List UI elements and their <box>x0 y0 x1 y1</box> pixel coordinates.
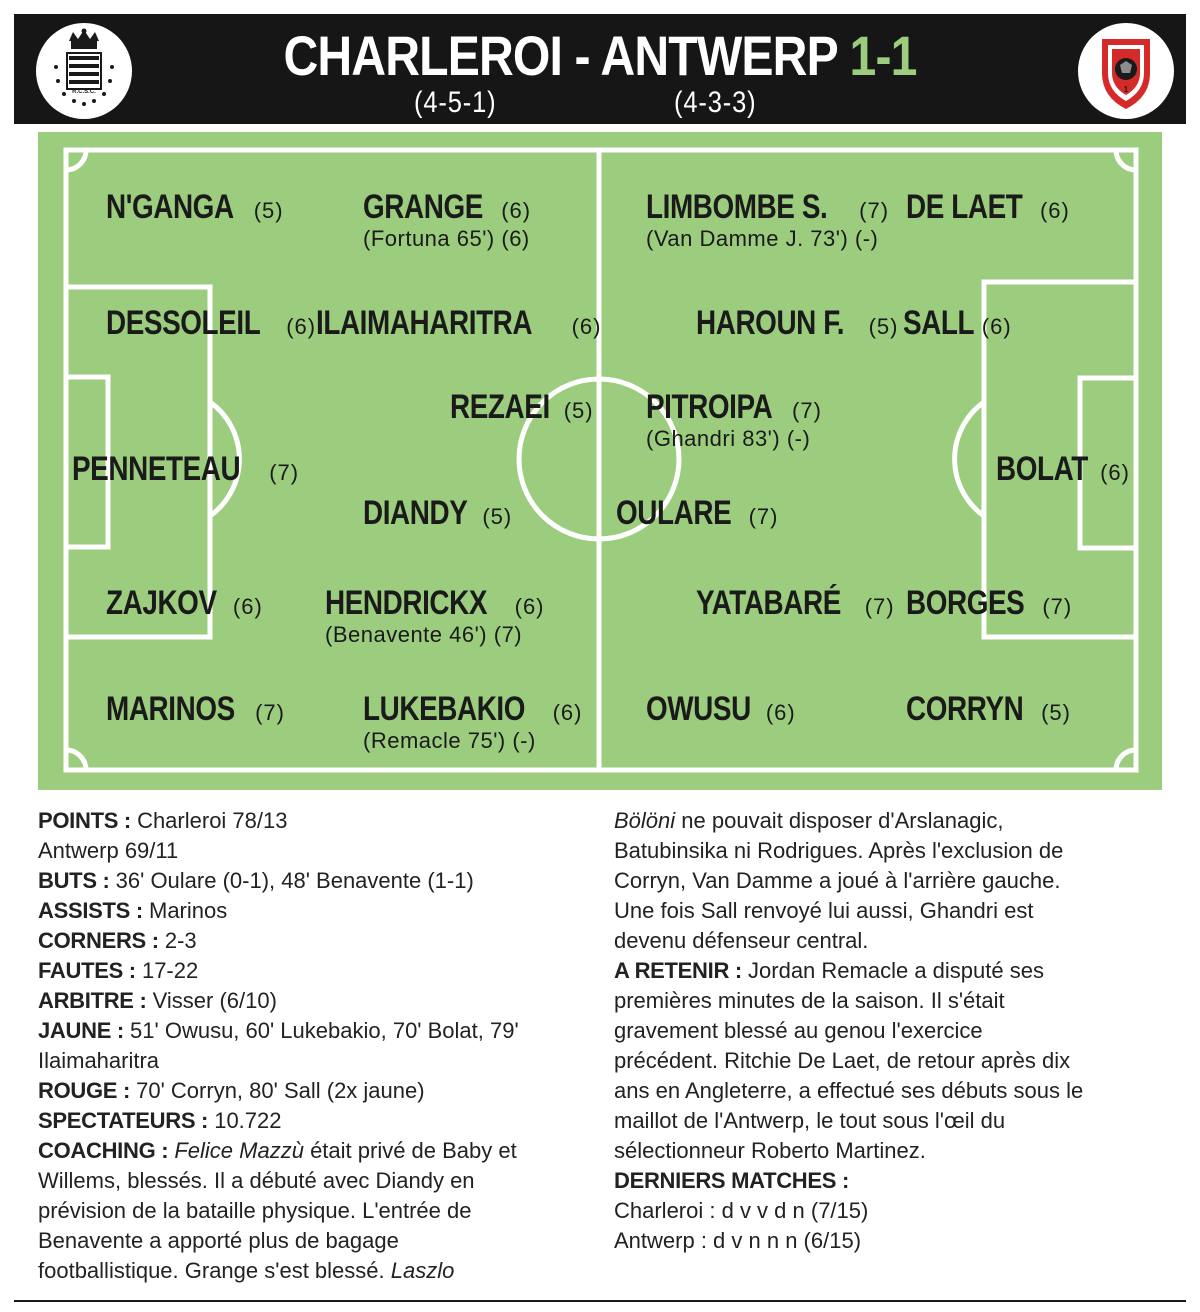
match-title <box>96 26 1104 86</box>
stat-points-2: Antwerp 69/11 <box>38 838 179 863</box>
player-rating: (7) <box>859 198 890 223</box>
stat-points <box>38 806 594 836</box>
stat-jaune <box>38 1016 594 1046</box>
player-rating: (5) <box>253 198 284 223</box>
player-bolat <box>996 452 1130 486</box>
coaching-line-5 <box>38 1256 594 1286</box>
player-rating: (6) <box>571 314 602 339</box>
retenir-line-3: gravement blessé au genou l'exercice <box>614 1018 983 1043</box>
match-score: 1-1 <box>849 24 917 87</box>
player-borges <box>906 586 1072 620</box>
coach-name: Bölöni <box>614 808 676 833</box>
notes-line-2: Batubinsika ni Rodrigues. Après l'exclusion de <box>614 838 1064 863</box>
match-notes-column <box>614 806 1174 1256</box>
retenir-label: A RETENIR : <box>614 958 742 983</box>
player-name: PENNETEAU <box>72 450 241 488</box>
player-substitute: (Fortuna 65') (6) <box>363 226 530 251</box>
retenir-line-4: précédent. Ritchie De Laet, de retour après dix <box>614 1048 1071 1073</box>
coaching-label: COACHING : <box>38 1138 169 1163</box>
coach-name: Felice Mazzù <box>174 1138 304 1163</box>
player-rezaei <box>450 390 594 424</box>
player-name: GRANGE <box>363 188 483 226</box>
retenir-line-5: ans en Angleterre, a effectué ses débuts sous le <box>614 1078 1084 1103</box>
stat-jaune-2: Ilaimaharitra <box>38 1048 160 1073</box>
player-marinos <box>106 692 285 726</box>
player-name: BORGES <box>906 584 1025 622</box>
stat-value: 17-22 <box>141 958 199 983</box>
stat-label: POINTS : <box>38 808 131 833</box>
player-rating: (6) <box>765 700 796 725</box>
match-header <box>14 14 1186 124</box>
stat-buts <box>38 866 594 896</box>
notes-line-4: Une fois Sall renvoyé lui aussi, Ghandri est <box>614 898 1034 923</box>
stat-value: 36' Oulare (0-1), 48' Benavente (1-1) <box>115 868 474 893</box>
retenir-line-7: sélectionneur Roberto Martinez. <box>614 1138 926 1163</box>
player-name: ZAJKOV <box>106 584 217 622</box>
player-name: DIANDY <box>363 494 468 532</box>
antwerp-crest-icon <box>1078 23 1174 119</box>
stat-value: 2-3 <box>164 928 197 953</box>
player-grange <box>363 190 531 250</box>
match-teams: CHARLEROI - ANTWERP <box>283 24 850 87</box>
player-rating: (6) <box>552 700 583 725</box>
retenir-text: Jordan Remacle a disputé ses <box>748 958 1044 983</box>
player-pitroipa <box>646 390 822 450</box>
player-name: PITROIPA <box>646 388 773 426</box>
player-rating: (7) <box>255 700 285 725</box>
player-rating: (5) <box>1041 700 1071 725</box>
coaching-line-3: prévision de la bataille physique. L'entrée de <box>38 1198 472 1223</box>
player-rating: (5) <box>563 398 594 423</box>
player-haroun <box>696 306 899 340</box>
player-oulare <box>616 496 778 530</box>
player-name: CORRYN <box>906 690 1024 728</box>
stat-corners <box>38 926 594 956</box>
player-name: LUKEBAKIO <box>363 690 526 728</box>
player-diandy <box>363 496 512 530</box>
player-name: ILAIMAHARITRA <box>316 304 533 342</box>
stat-spectateurs <box>38 1106 594 1136</box>
player-rating: (6) <box>514 594 545 619</box>
stat-value: 51' Owusu, 60' Lukebakio, 70' Bolat, 79' <box>130 1018 519 1043</box>
stat-value: Visser (6/10) <box>152 988 277 1013</box>
stat-label: CORNERS : <box>38 928 159 953</box>
stat-label: ROUGE : <box>38 1078 131 1103</box>
player-name: N'GANGA <box>106 188 234 226</box>
stat-value: 10.722 <box>214 1108 282 1133</box>
coach-name: Laszlo <box>390 1258 455 1283</box>
player-rating: (6) <box>981 314 1012 339</box>
player-name: SALL <box>903 304 975 342</box>
coaching-text: était privé de Baby et <box>310 1138 517 1163</box>
derniers-antwerp: Antwerp : d v n n n (6/15) <box>614 1228 862 1253</box>
player-zajkov <box>106 586 263 620</box>
derniers-label: DERNIERS MATCHES : <box>614 1168 849 1193</box>
stat-value: 70' Corryn, 80' Sall (2x jaune) <box>136 1078 425 1103</box>
player-name: MARINOS <box>106 690 235 728</box>
stat-label: JAUNE : <box>38 1018 124 1043</box>
stat-arbitre <box>38 986 594 1016</box>
stat-value: Charleroi 78/13 <box>137 808 288 833</box>
notes-line-5: devenu défenseur central. <box>614 928 869 953</box>
stat-label: SPECTATEURS : <box>38 1108 209 1133</box>
player-name: LIMBOMBE S. <box>646 188 828 226</box>
player-de-laet <box>906 190 1070 224</box>
player-rating: (7) <box>269 460 300 485</box>
player-name: DE LAET <box>906 188 1023 226</box>
player-rating: (7) <box>864 594 895 619</box>
player-rating: (6) <box>1100 460 1130 485</box>
stat-label: FAUTES : <box>38 958 136 983</box>
player-yatabare <box>696 586 895 620</box>
player-rating: (6) <box>232 594 263 619</box>
player-rating: (6) <box>286 314 317 339</box>
player-substitute: (Remacle 75') (-) <box>363 728 536 753</box>
charleroi-crest-text: R.C.S.C. <box>72 89 96 95</box>
player-ilaimaharitra <box>316 306 601 340</box>
match-stats-column <box>38 806 594 1286</box>
player-rating: (5) <box>482 504 513 529</box>
stat-label: ARBITRE : <box>38 988 147 1013</box>
player-name: REZAEI <box>450 388 550 426</box>
stat-value: Marinos <box>149 898 228 923</box>
player-lukebakio <box>363 692 583 752</box>
player-rating: (7) <box>1042 594 1073 619</box>
stat-fautes <box>38 956 594 986</box>
stat-rouge <box>38 1076 594 1106</box>
player-hendrickx <box>325 586 545 646</box>
player-sall <box>903 306 1012 340</box>
retenir-line-2: premières minutes de la saison. Il s'était <box>614 988 1005 1013</box>
player-penneteau <box>72 452 299 486</box>
player-name: HAROUN F. <box>696 304 845 342</box>
antwerp-crest-text: 1 <box>1123 85 1129 94</box>
player-name: DESSOLEIL <box>106 304 261 342</box>
stat-assists <box>38 896 594 926</box>
player-rating: (5) <box>868 314 899 339</box>
player-name: HENDRICKX <box>325 584 488 622</box>
player-rating: (7) <box>748 504 779 529</box>
retenir-line-6: maillot de l'Antwerp, le tout sous l'œil du <box>614 1108 1006 1133</box>
player-name: BOLAT <box>996 450 1088 488</box>
player-rating: (6) <box>1039 198 1070 223</box>
stat-label: BUTS : <box>38 868 110 893</box>
away-formation: (4-3-3) <box>674 86 757 119</box>
player-name: OWUSU <box>646 690 751 728</box>
coaching-line-4: Benavente a apporté plus de bagage <box>38 1228 399 1253</box>
player-dessoleil <box>106 306 316 340</box>
home-formation: (4-5-1) <box>414 86 497 119</box>
player-rating: (6) <box>501 198 532 223</box>
coaching-line-1 <box>38 1136 594 1166</box>
player-name: YATABARÉ <box>696 584 841 622</box>
notes-line-1 <box>614 806 1174 836</box>
player-substitute: (Benavente 46') (7) <box>325 622 523 647</box>
player-limbombe <box>646 190 889 250</box>
player-substitute: (Van Damme J. 73') (-) <box>646 226 879 251</box>
retenir-line-1 <box>614 956 1174 986</box>
notes-text: ne pouvait disposer d'Arslanagic, <box>681 808 1004 833</box>
derniers-charleroi: Charleroi : d v v d n (7/15) <box>614 1198 869 1223</box>
coaching-text: footballistique. Grange s'est blessé. <box>38 1258 385 1283</box>
player-substitute: (Ghandri 83') (-) <box>646 426 811 451</box>
player-owusu <box>646 692 796 726</box>
player-rating: (7) <box>792 398 822 423</box>
bottom-divider <box>14 1300 1186 1302</box>
notes-line-3: Corryn, Van Damme a joué à l'arrière gauche. <box>614 868 1061 893</box>
coaching-line-2: Willems, blessés. Il a débuté avec Diandy en <box>38 1168 475 1193</box>
player-corryn <box>906 692 1071 726</box>
stat-label: ASSISTS : <box>38 898 143 923</box>
player-nganga <box>106 190 284 224</box>
player-name: OULARE <box>616 494 732 532</box>
